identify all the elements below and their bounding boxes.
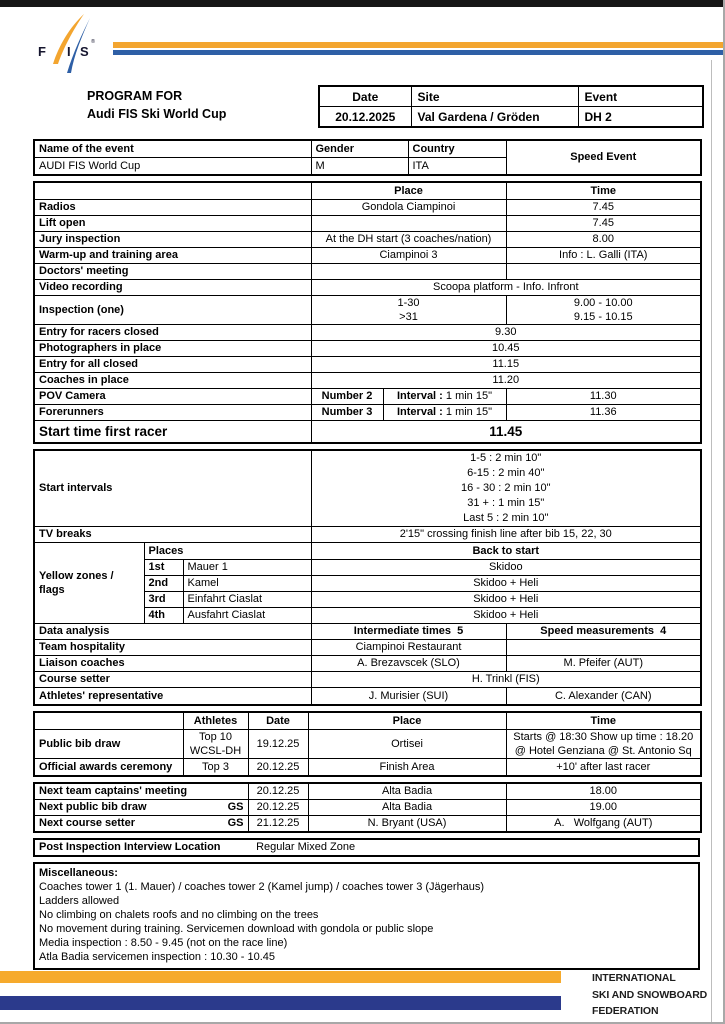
miscellaneous-line: No climbing on chalets roofs and no climbing on the trees <box>39 909 319 921</box>
forerunners-time: 11.36 <box>506 405 701 421</box>
footer-bar-orange <box>0 971 561 983</box>
warmup-label: Warm-up and training area <box>34 248 311 264</box>
radios-label: Radios <box>34 200 311 216</box>
next-place: N. Bryant (USA) <box>308 816 506 833</box>
title-line-2: Audi FIS Ski World Cup <box>87 107 227 121</box>
team-hospitality-label: Team hospitality <box>34 640 311 656</box>
schedule-table <box>33 181 702 444</box>
interval-label: Interval : <box>396 406 443 419</box>
course-setter-value: H. Trinkl (FIS) <box>311 672 701 688</box>
next-time: 18.00 <box>506 783 701 800</box>
start-first-racer-label: Start time first racer <box>34 421 311 444</box>
forerunners-interval <box>383 405 506 421</box>
miscellaneous-line: Coaches tower 1 (1. Mauer) / coaches tower 2 (Kamel jump) / coaches tower 3 (Jägerhaus) <box>39 881 485 893</box>
empty-cell <box>506 640 701 656</box>
liaison-coaches-label: Liaison coaches <box>34 656 311 672</box>
next-tag: GS <box>227 817 244 830</box>
inspection-label: Inspection (one) <box>34 296 311 325</box>
miscellaneous-line: Media inspection : 8.50 - 9.45 (not on the race line) <box>39 937 288 949</box>
athletes-header: Athletes <box>183 712 248 730</box>
radios-place: Gondola Ciampinoi <box>311 200 506 216</box>
details-table <box>33 449 702 706</box>
athletes-representative-right: C. Alexander (CAN) <box>506 688 701 706</box>
public-bib-draw-time <box>506 730 701 759</box>
start-first-racer-time: 11.45 <box>311 421 701 444</box>
coaches-in-place-time: 11.20 <box>311 373 701 389</box>
yellow-zone-back: Skidoo + Heli <box>311 576 701 592</box>
event-header: Event <box>578 86 703 107</box>
next-time: A. Wolfgang (AUT) <box>506 816 701 833</box>
public-bib-draw-date: 19.12.25 <box>248 730 308 759</box>
start-interval-line: 6-15 : 2 min 40" <box>467 467 545 479</box>
place-header: Place <box>311 182 506 200</box>
miscellaneous-line: Atla Badia servicemen inspection : 10.30 - 10.45 <box>39 951 276 963</box>
yellow-zones-label <box>34 543 144 624</box>
next-tag: GS <box>227 801 244 814</box>
yellow-zones-label-line1: Yellow zones / <box>39 570 114 582</box>
coaches-in-place-label: Coaches in place <box>34 373 311 389</box>
header-stripe-orange <box>113 42 723 48</box>
yellow-zone-place: Mauer 1 <box>183 560 311 576</box>
next-label: Next public bib draw <box>39 801 147 814</box>
bib-place-header: Place <box>308 712 506 730</box>
yellow-zone-rank: 1st <box>144 560 183 576</box>
event-info-table <box>33 139 702 176</box>
pov-camera-label: POV Camera <box>34 389 311 405</box>
next-row-label-cell <box>34 783 248 800</box>
athletes-line: WCSL-DH <box>189 745 242 757</box>
gender-value: M <box>311 158 408 176</box>
radios-time: 7.45 <box>506 200 701 216</box>
entry-racers-closed-label: Entry for racers closed <box>34 325 311 341</box>
tv-breaks-value: 2'15" crossing finish line after bib 15, 22, 30 <box>311 527 701 543</box>
miscellaneous-line: No movement during training. Servicemen download with gondola or public slope <box>39 923 434 935</box>
miscellaneous-title: Miscellaneous: <box>39 867 118 879</box>
intermediate-times: Intermediate times 5 <box>311 624 506 640</box>
interval-value: 1 min 15" <box>445 390 493 403</box>
video-recording-label: Video recording <box>34 280 311 296</box>
yellow-zone-back: Skidoo <box>311 560 701 576</box>
logo-letter-i: I <box>67 44 71 59</box>
inspection-groups <box>311 296 506 325</box>
yellow-zones-label-line2: flags <box>39 584 65 596</box>
date-value: 20.12.2025 <box>319 107 411 128</box>
next-date: 20.12.25 <box>248 800 308 816</box>
next-row-label-cell <box>34 800 248 816</box>
yellow-zone-place: Kamel <box>183 576 311 592</box>
public-bib-draw-place: Ortisei <box>308 730 506 759</box>
inspection-group-1: 1-30 <box>397 297 420 309</box>
miscellaneous-cell <box>34 863 699 969</box>
speed-measurements: Speed measurements 4 <box>506 624 701 640</box>
name-of-event-value: AUDI FIS World Cup <box>34 158 311 176</box>
awards-place: Finish Area <box>308 759 506 777</box>
entry-all-closed-time: 11.15 <box>311 357 701 373</box>
federation-line: FEDERATION <box>592 1005 659 1018</box>
team-hospitality-place: Ciampinoi Restaurant <box>311 640 506 656</box>
name-of-event-label: Name of the event <box>34 140 311 158</box>
empty-cell <box>34 182 311 200</box>
pov-camera-interval <box>383 389 506 405</box>
photographers-time: 10.45 <box>311 341 701 357</box>
start-intervals-label: Start intervals <box>34 450 311 527</box>
miscellaneous-line: Ladders allowed <box>39 895 120 907</box>
next-place: Alta Badia <box>308 783 506 800</box>
bib-date-header: Date <box>248 712 308 730</box>
athletes-line: Top 10 <box>198 731 233 743</box>
gender-label: Gender <box>311 140 408 158</box>
country-value: ITA <box>408 158 506 176</box>
post-inspection-label: Post Inspection Interview Location <box>39 841 221 854</box>
video-recording-value: Scoopa platform - Info. Infront <box>311 280 701 296</box>
jury-inspection-place: At the DH start (3 coaches/nation) <box>311 232 506 248</box>
next-label: Next team captains' meeting <box>39 785 188 798</box>
athletes-representative-label: Athletes' representative <box>34 688 311 706</box>
post-inspection-value: Regular Mixed Zone <box>256 841 356 854</box>
main-content <box>33 139 700 975</box>
inspection-time-1: 9.00 - 10.00 <box>573 297 633 309</box>
entry-racers-closed-time: 9.30 <box>311 325 701 341</box>
yellow-zone-back: Skidoo + Heli <box>311 592 701 608</box>
miscellaneous-table <box>33 862 700 970</box>
awards-date: 20.12.25 <box>248 759 308 777</box>
liaison-coach-right: M. Pfeifer (AUT) <box>506 656 701 672</box>
entry-all-closed-label: Entry for all closed <box>34 357 311 373</box>
next-date: 20.12.25 <box>248 783 308 800</box>
yellow-zone-back: Skidoo + Heli <box>311 608 701 624</box>
empty-cell <box>34 712 183 730</box>
start-interval-line: 1-5 : 2 min 10" <box>470 452 542 464</box>
empty-cell <box>506 264 701 280</box>
time-line: Starts @ 18:30 Show up time : 18.20 <box>513 731 694 743</box>
site-value: Val Gardena / Gröden <box>411 107 578 128</box>
doctors-meeting-label: Doctors' meeting <box>34 264 311 280</box>
pov-camera-time: 11.30 <box>506 389 701 405</box>
time-header: Time <box>506 182 701 200</box>
empty-cell <box>311 264 506 280</box>
jury-inspection-label: Jury inspection <box>34 232 311 248</box>
yellow-zone-rank: 3rd <box>144 592 183 608</box>
lift-open-label: Lift open <box>34 216 311 232</box>
paper-edge <box>711 60 712 1022</box>
start-interval-line: Last 5 : 2 min 10" <box>463 512 549 524</box>
inspection-group-2: >31 <box>399 311 418 323</box>
yellow-zone-place: Ausfahrt Ciaslat <box>183 608 311 624</box>
title-line-1: PROGRAM FOR <box>87 89 183 103</box>
photographers-label: Photographers in place <box>34 341 311 357</box>
places-header: Places <box>144 543 311 560</box>
tv-breaks-label: TV breaks <box>34 527 311 543</box>
next-label: Next course setter <box>39 817 135 830</box>
public-bib-draw-label: Public bib draw <box>34 730 183 759</box>
bib-draw-table <box>33 711 702 777</box>
yellow-zone-rank: 2nd <box>144 576 183 592</box>
inspection-times <box>506 296 701 325</box>
site-header: Site <box>411 86 578 107</box>
time-line: @ Hotel Genziana @ St. Antonio Sq <box>514 745 692 757</box>
inspection-time-2: 9.15 - 10.15 <box>573 311 633 323</box>
start-interval-line: 31 + : 1 min 15" <box>467 497 545 509</box>
forerunners-number: Number 3 <box>311 405 383 421</box>
warmup-time: Info : L. Galli (ITA) <box>506 248 701 264</box>
event-value: DH 2 <box>578 107 703 128</box>
footer-bar-navy <box>0 996 561 1010</box>
post-inspection-row <box>34 839 699 856</box>
date-header: Date <box>319 86 411 107</box>
awards-athletes: Top 3 <box>183 759 248 777</box>
warmup-place: Ciampinoi 3 <box>311 248 506 264</box>
logo-letter-s: S <box>80 44 89 59</box>
start-intervals-values <box>311 450 701 527</box>
course-setter-label: Course setter <box>34 672 311 688</box>
federation-line: INTERNATIONAL <box>592 972 676 984</box>
date-site-event-table <box>318 85 704 128</box>
registered-mark: ® <box>91 39 96 45</box>
interval-label: Interval : <box>396 390 443 403</box>
yellow-zone-rank: 4th <box>144 608 183 624</box>
public-bib-draw-athletes <box>183 730 248 759</box>
forerunners-label: Forerunners <box>34 405 311 421</box>
start-interval-line: 16 - 30 : 2 min 10" <box>461 482 551 494</box>
federation-line: SKI AND SNOWBOARD <box>592 988 708 1001</box>
next-events-table <box>33 782 702 833</box>
next-row-label-cell <box>34 816 248 833</box>
speed-event-cell: Speed Event <box>506 140 701 175</box>
post-inspection-table <box>33 838 700 857</box>
empty-cell <box>311 216 506 232</box>
lift-open-time: 7.45 <box>506 216 701 232</box>
federation-wordmark <box>592 970 707 1020</box>
fis-logo <box>36 12 102 74</box>
back-to-start-header: Back to start <box>311 543 701 560</box>
awards-time: +10' after last racer <box>506 759 701 777</box>
athletes-representative-left: J. Murisier (SUI) <box>311 688 506 706</box>
liaison-coach-left: A. Brezavscek (SLO) <box>311 656 506 672</box>
awards-ceremony-label: Official awards ceremony <box>34 759 183 777</box>
document-title <box>87 87 226 123</box>
logo-letter-f: F <box>38 44 46 59</box>
data-analysis-label: Data analysis <box>34 624 311 640</box>
pov-camera-number: Number 2 <box>311 389 383 405</box>
top-black-bar <box>0 0 723 7</box>
next-time: 19.00 <box>506 800 701 816</box>
country-label: Country <box>408 140 506 158</box>
next-place: Alta Badia <box>308 800 506 816</box>
jury-inspection-time: 8.00 <box>506 232 701 248</box>
next-date: 21.12.25 <box>248 816 308 833</box>
bib-time-header: Time <box>506 712 701 730</box>
interval-value: 1 min 15" <box>445 406 493 419</box>
yellow-zone-place: Einfahrt Ciaslat <box>183 592 311 608</box>
header-stripe-blue <box>113 50 723 55</box>
